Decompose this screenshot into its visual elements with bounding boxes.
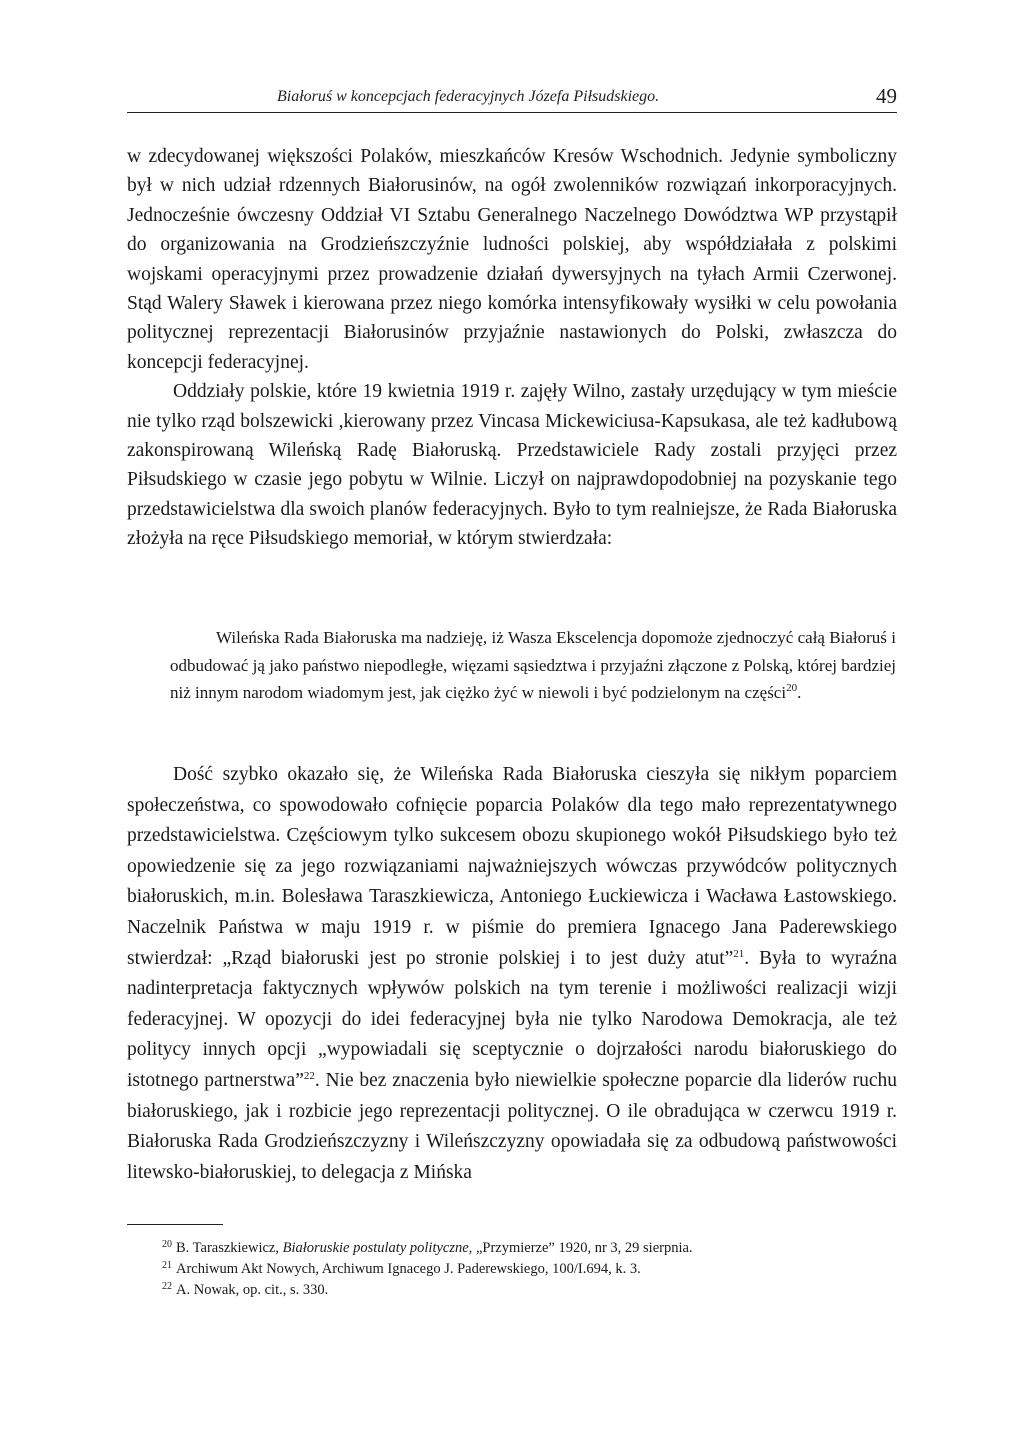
running-title: Białoruś w koncepcjach federacyjnych Józefa Piłsudskiego. — [277, 88, 660, 105]
page-number: 49 — [876, 84, 897, 108]
footnote-text: Archiwum Akt Nowych, Archiwum Ignacego J. Paderewskiego, 100/I.694, k. 3. — [176, 1261, 641, 1277]
paragraph-part: . Nie bez znaczenia było niewielkie społeczne poparcie dla liderów ruchu białoruskiego, jak i rozbicie jego reprezentacji politycznej. O ile obradująca w czerwcu 1919 r. Białoruska Rada Grodzieńszczyzny i Wileńszczyzny opowiadała się za odbudową państwowości litewsko-białoruskiej, to delegacja z Mińska — [127, 1069, 897, 1183]
footnote-number: 22 — [162, 1281, 172, 1292]
footnotes — [162, 1238, 897, 1301]
footnote-number: 20 — [162, 1239, 172, 1250]
footnote-number: 21 — [162, 1260, 172, 1271]
footnote-text: A. Nowak, op. cit., s. 330. — [176, 1282, 329, 1298]
paragraph: w zdecydowanej większości Polaków, mieszkańców Kresów Wschodnich. Jedynie symboliczny był w nich udział rdzennych Białorusinów, na ogół zwolenników rozwiązań inkorporacyjnych. Jednocześnie ówczesny Oddział VI Sztabu Generalnego Naczelnego Dowództwa WP przystąpił do organizowania na Grodzieńszczyźnie ludności polskiej, aby współdziałała z polskimi wojskami operacyjnymi przez prowadzenie działań dywersyjnych na tyłach Armii Czerwonej. Stąd Walery Sławek i kierowana przez niego komórka intensyfikowały wysiłki w celu powołania politycznej reprezentacji Białorusinów przyjaźnie nastawionych do Polski, zwłaszcza do koncepcji federacyjnej. — [127, 146, 897, 373]
quote-end: . — [797, 683, 802, 702]
paragraph: Oddziały polskie, które 19 kwietnia 1919 r. zajęły Wilno, zastały urzędujący w tym mieście nie tylko rząd bolszewicki ,kierowany przez Vincasa Mickewiciusa-Kapsukasa, ale też kadłubową zakonspirowaną Wileńską Radę Białoruską. Przedstawiciele Rady zostali przyjęci przez Piłsudskiego w czasie jego pobytu w Wilnie. Liczył on najprawdopodobniej na pozyskanie tego przedstawicielstwa dla swoich planów federacyjnych. Było to tym realniejsze, że Rada Białoruska złożyła na ręce Piłsudskiego memoriał, w którym stwierdzała: — [127, 381, 897, 550]
footnote-text: B. Taraszkiewicz, — [176, 1240, 283, 1256]
footnote — [162, 1259, 897, 1280]
footnote — [162, 1238, 897, 1259]
block-quote — [170, 624, 896, 707]
footnote-ref: 20 — [786, 682, 798, 694]
paragraph-part: Dość szybko okazało się, że Wileńska Rada Białoruska cieszyła się nikłym poparciem społeczeństwa, co spowodowało cofnięcie poparcia Polaków dla tego mało reprezentatywnego przedstawicielstwa. Częściowym tylko sukcesem obozu skupionego wokół Piłsudskiego było też opowiedzenie się za jego rozwiązaniami najważniejszych wówczas przywódców politycznych białoruskich, m.in. Bolesława Taraszkiewicza, Antoniego Łuckiewicza i Wacława Łastowskiego. Naczelnik Państwa w maju 1919 r. w piśmie do premiera Ignacego Jana Paderewskiego stwierdzał: „Rząd białoruski jest po stronie polskiej i to jest duży atut” — [127, 764, 897, 969]
paragraph — [127, 760, 897, 1188]
quote-text — [170, 624, 896, 707]
footnote-separator — [127, 1224, 223, 1225]
quote-body: Wileńska Rada Białoruska ma nadzieję, iż Wasza Ekscelencja dopomoże zjednoczyć całą Białoruś i odbudować ją jako państwo niepodległe, więzami sąsiedztwa i przyjaźni złączone z Polską, której bardziej niż innym narodom wiadomym jest, jak ciężko żyć w niewoli i być podzielonym na części — [170, 628, 896, 702]
main-text — [127, 142, 897, 554]
paragraph-part: . Była to wyraźna nadinterpretacja faktycznych wpływów polskich na tym terenie i możliwości realizacji wizji federacyjnej. W opozycji do idei federacyjnej była nie tylko Narodowa Demokracja, ale też politycy innych opcji „wypowiadali się sceptycznie o dojrzałości narodu białoruskiego do istotnego partnerstwa” — [127, 947, 897, 1091]
footnote-italic-title: Białoruskie postulaty polityczne, — [282, 1240, 473, 1256]
footnote-ref: 22 — [303, 1069, 315, 1082]
footnote-text: „Przymierze” 1920, nr 3, 29 sierpnia. — [472, 1240, 693, 1256]
main-text-continued — [127, 760, 897, 1188]
footnote-ref: 21 — [733, 947, 745, 960]
running-header — [127, 84, 897, 113]
footnote — [162, 1280, 897, 1301]
